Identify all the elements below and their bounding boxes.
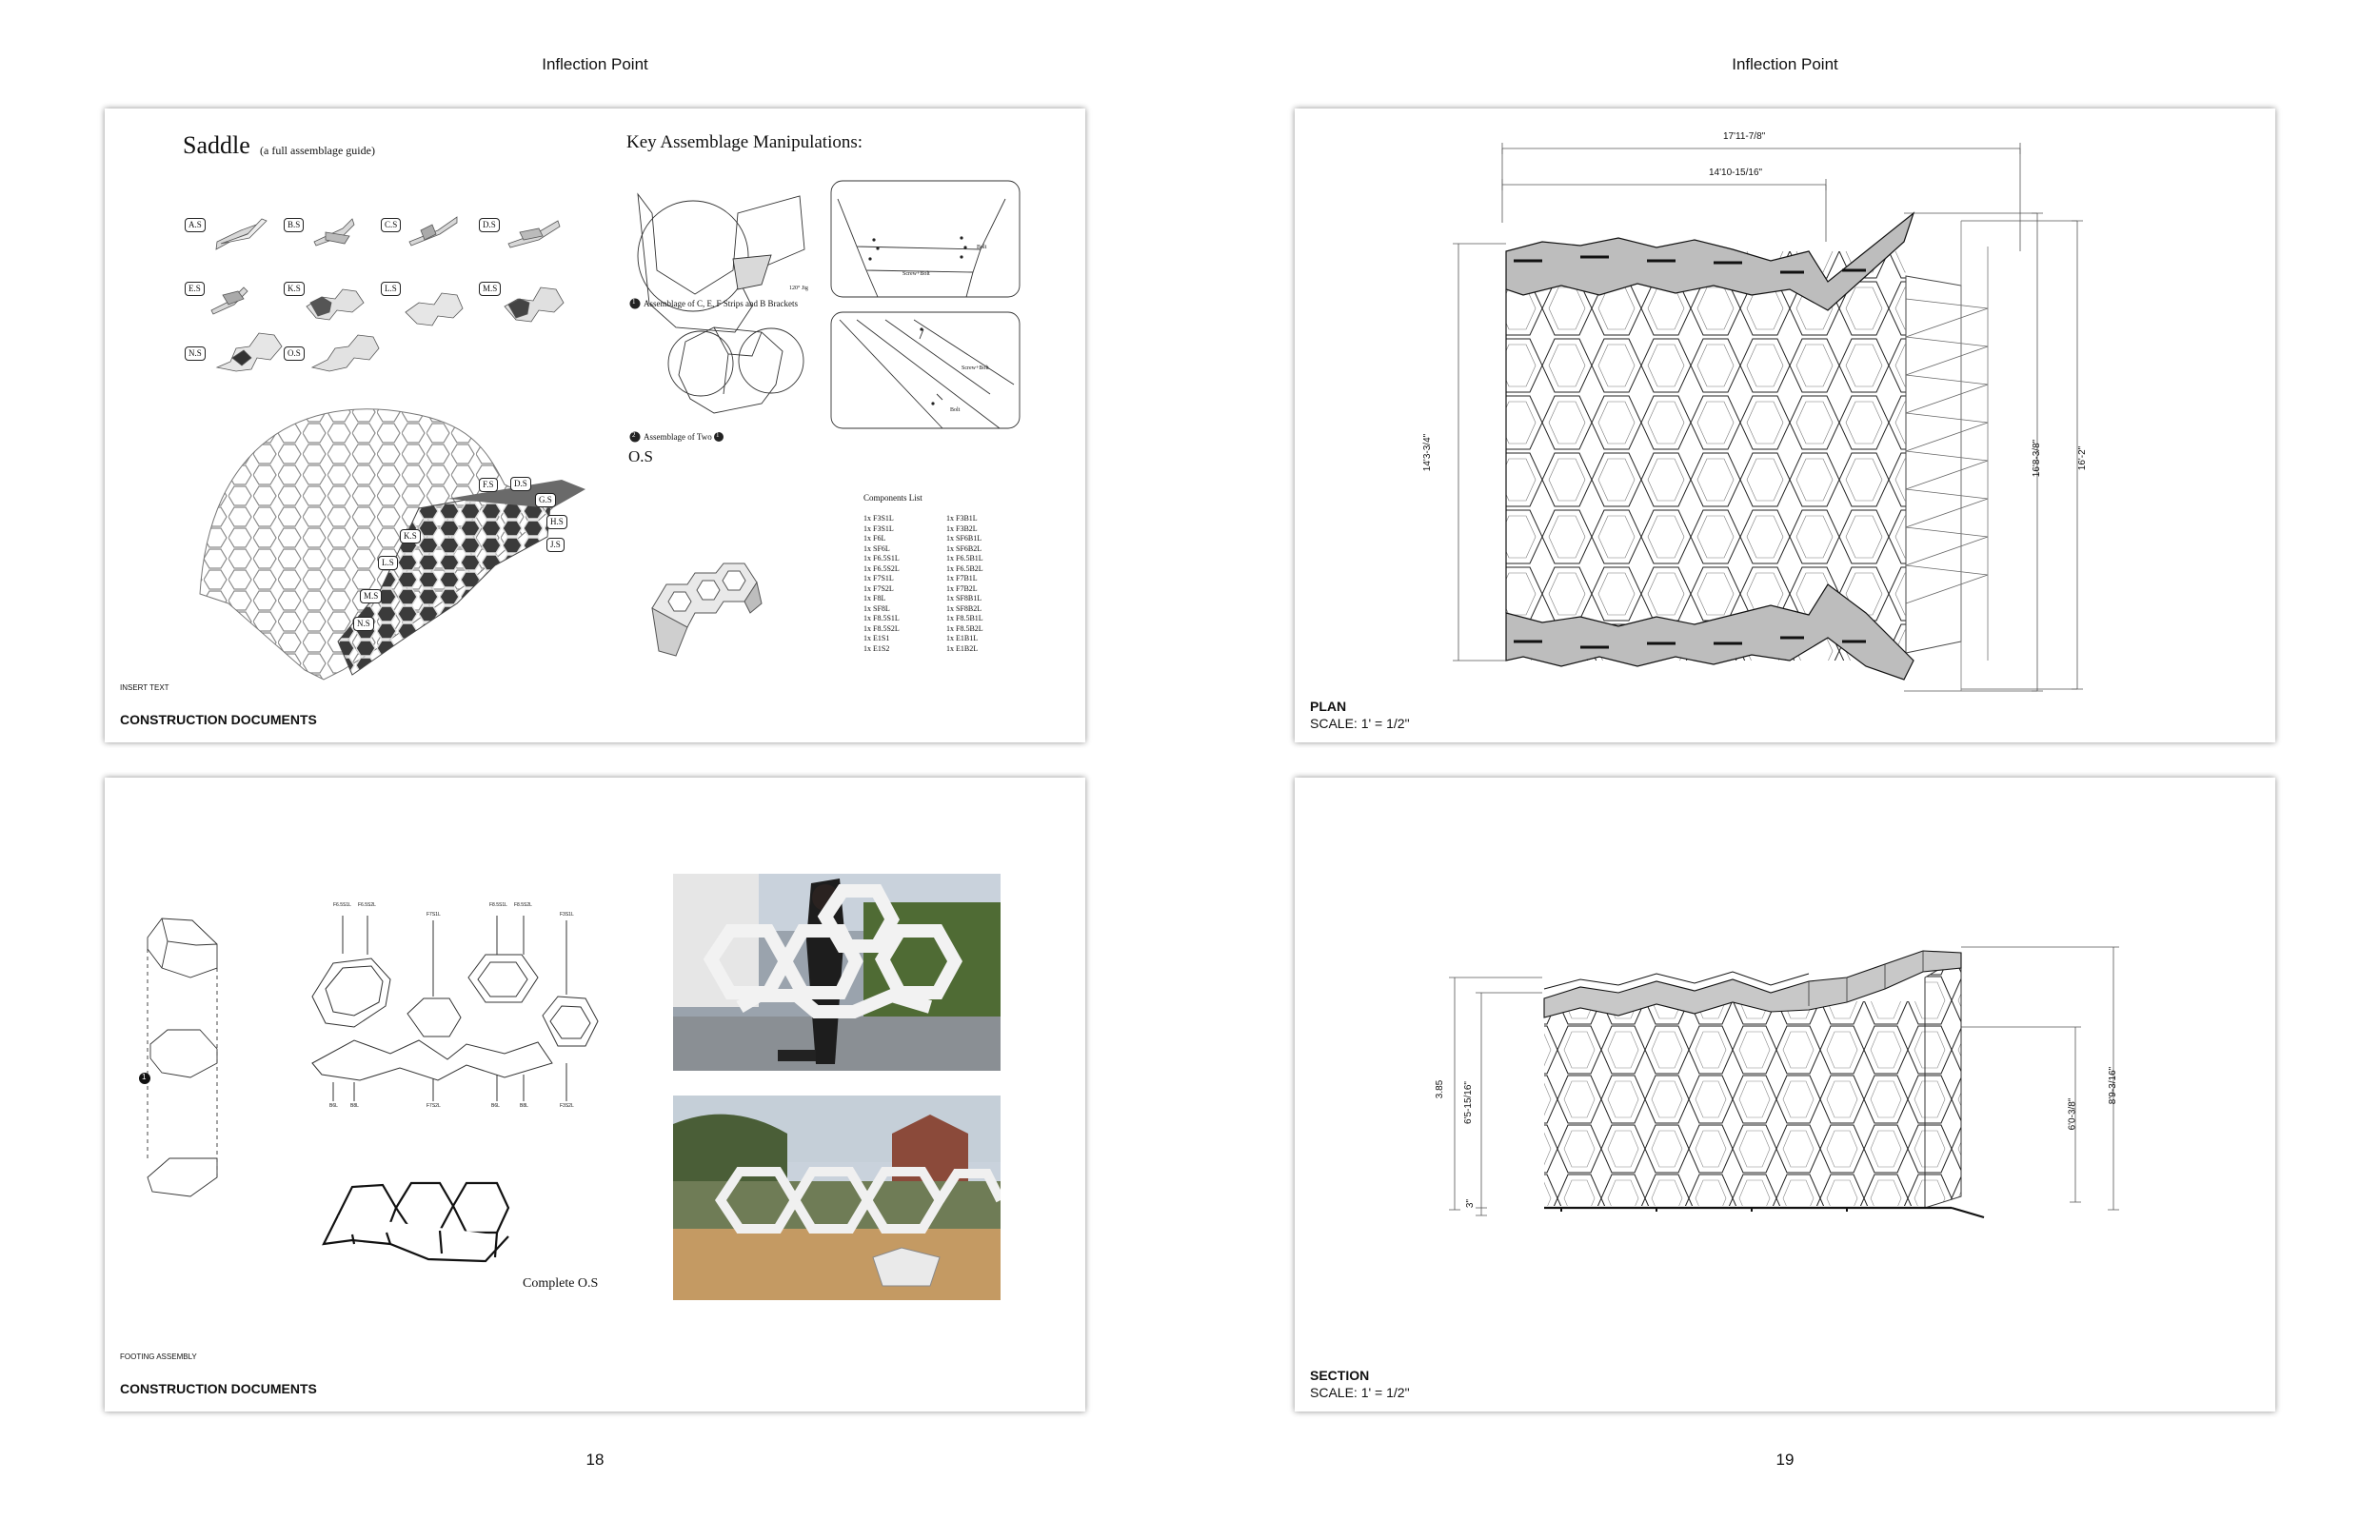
component-item: 1x E1S2 (863, 643, 890, 653)
saddle-tag-h-s: H.S (546, 515, 567, 529)
component-item: 1x F3S1L (863, 514, 894, 523)
tag-c-s: C.S (381, 218, 401, 232)
component-item: 1x F8.5S1L (863, 614, 900, 622)
component-item: 1x F7S1L (863, 574, 894, 582)
footing-bottom-label: B6L (329, 1103, 338, 1109)
section-dim-right-outer: 8'9-3/16" (2108, 1066, 2119, 1105)
component-item: 1x F6.5S2L (863, 563, 900, 573)
component-item: 1x SF6L (863, 543, 890, 553)
component-item: 1x F3B1L (946, 514, 978, 523)
tag-b-s: B.S (284, 218, 304, 232)
saddle-tag-m-s: M.S (360, 589, 382, 603)
component-item: 1x F3B2L (946, 523, 978, 533)
component-item: 1x F7S2L (863, 583, 894, 593)
tag-a-s: A.S (185, 218, 206, 232)
component-item: 1x F8.5S2L (863, 623, 900, 633)
section-dim-left-inner: 6'5-15/16" (1462, 1081, 1474, 1124)
dim-top-inner: 14'10-15/16" (1709, 168, 1763, 178)
sheet-footing (105, 778, 1085, 1412)
component-item: 1x SF8B1L (946, 594, 982, 602)
component-item: 1x F8.5B2L (946, 623, 983, 633)
tag-m-s: M.S (479, 282, 501, 296)
detail-label-screw-2: Screw+Bolt (962, 365, 989, 371)
dim-right-inner: 16'8-3/8" (2032, 439, 2043, 478)
insert-text-note: INSERT TEXT (120, 683, 169, 692)
angle-note: 120° Jig (789, 286, 808, 291)
component-item: 1x F7B1L (946, 574, 978, 582)
footing-bottom-label: F3S2L (560, 1103, 574, 1109)
component-item: 1x F8.5B1L (946, 614, 983, 622)
saddle-subtitle: (a full assemblage guide) (260, 144, 375, 157)
component-item: 1x F6.5B1L (946, 554, 983, 563)
page-number-right: 19 (1775, 1451, 1795, 1469)
page-number-left: 18 (585, 1451, 605, 1469)
sheet-section (1295, 778, 2275, 1412)
footing-top-label: F6.5S1L (333, 902, 351, 908)
component-item: 1x F6.5S1L (863, 554, 900, 563)
components-column-1 (863, 514, 900, 654)
section-title-construction-documents: CONSTRUCTION DOCUMENTS (120, 712, 317, 727)
footing-top-label: F8.5S1L (489, 902, 507, 908)
component-item: 1x SF6B2L (946, 543, 982, 553)
footing-top-label: F7S1L (426, 912, 441, 918)
saddle-tag-g-s: G.S (535, 493, 556, 507)
component-item: 1x SF8L (863, 603, 890, 613)
components-column-2 (946, 514, 983, 654)
tag-e-s: E.S (185, 282, 205, 296)
os-label: O.S (628, 447, 653, 465)
detail-label-bolt-2: Bolt (950, 407, 961, 413)
component-item: 1x F8L (863, 594, 886, 602)
step2-ref: 1 (716, 431, 720, 439)
saddle-title: Saddle (183, 131, 250, 159)
dim-left: 14'3-3/4" (1422, 433, 1434, 472)
tag-n-s: N.S (185, 346, 206, 361)
dim-right-outer: 16'-2" (2077, 445, 2089, 471)
step1-number: 1 (632, 298, 636, 306)
sheet-plan (1295, 109, 2275, 742)
component-item: 1x E1S1 (863, 634, 890, 642)
saddle-tag-n-s: N.S (353, 617, 374, 631)
footing-bottom-label: F7S2L (426, 1103, 441, 1109)
component-item: 1x F6L (863, 534, 886, 543)
saddle-tag-k-s: K.S (400, 529, 421, 543)
tag-k-s: K.S (284, 282, 305, 296)
saddle-tag-d-s: D.S (510, 477, 531, 491)
section-dim-right-inner: 6'0-3/8" (2067, 1097, 2078, 1131)
tag-l-s: L.S (381, 282, 401, 296)
component-item: 1x E1B2L (946, 643, 979, 653)
footing-assembly-note: FOOTING ASSEMBLY (120, 1352, 197, 1361)
footing-top-label: F8.5S2L (514, 902, 532, 908)
section-dim-left-outer: 3.85 (1435, 1079, 1446, 1099)
dim-top-overall: 17'11-7/8" (1723, 131, 1766, 142)
saddle-tag-j-s: J.S (546, 538, 565, 552)
saddle-tag-f-s: F.S (479, 478, 498, 492)
step1-caption: Assemblage of C, E, F Strips and B Brackets (644, 299, 798, 308)
component-item: 1x SF6B1L (946, 534, 982, 543)
detail-label-bolt-1: Bolt (977, 245, 987, 250)
running-header-left: Inflection Point (542, 55, 648, 73)
tag-d-s: D.S (479, 218, 500, 232)
component-item: 1x SF8B2L (946, 603, 982, 613)
footing-bottom-label: B6L (491, 1103, 500, 1109)
component-item: 1x F6.5B2L (946, 563, 983, 573)
component-item: 1x F3S1L (863, 523, 894, 533)
footing-top-label: F6.5S2L (358, 902, 376, 908)
footing-exploded-drawing (105, 778, 1085, 1412)
plan-label: PLAN (1310, 699, 1347, 714)
components-title: Components List (863, 493, 922, 503)
footing-callout-number: 1 (142, 1073, 147, 1081)
footing-bottom-label: B8L (520, 1103, 528, 1109)
step2-caption: Assemblage of Two (644, 432, 712, 442)
photo-person-holding-assembly (673, 874, 1001, 1071)
section-dim-bottom-left: 3" (1465, 1198, 1477, 1209)
footing-top-label: F3S1L (560, 912, 574, 918)
section-label: SECTION (1310, 1368, 1370, 1383)
plan-scale: SCALE: 1' = 1/2" (1310, 716, 1410, 731)
section-scale: SCALE: 1' = 1/2" (1310, 1385, 1410, 1400)
step2-number: 2 (632, 431, 636, 439)
photo-assembly-on-table (673, 1096, 1001, 1300)
running-header-right: Inflection Point (1732, 55, 1838, 73)
detail-label-screw-1: Screw+Bolt (902, 271, 930, 277)
tag-o-s: O.S (284, 346, 305, 361)
sheet-saddle (105, 109, 1085, 742)
component-item: 1x E1B1L (946, 634, 979, 642)
complete-os-caption: Complete O.S (523, 1276, 599, 1291)
plan-drawing (1295, 109, 2275, 742)
saddle-tag-l-s: L.S (378, 556, 398, 570)
key-manipulations-title: Key Assemblage Manipulations: (626, 132, 863, 152)
os-component-drawing (105, 109, 1085, 742)
component-item: 1x F7B2L (946, 583, 978, 593)
footing-bottom-label: B8L (350, 1103, 359, 1109)
section-title-construction-documents-2: CONSTRUCTION DOCUMENTS (120, 1381, 317, 1396)
